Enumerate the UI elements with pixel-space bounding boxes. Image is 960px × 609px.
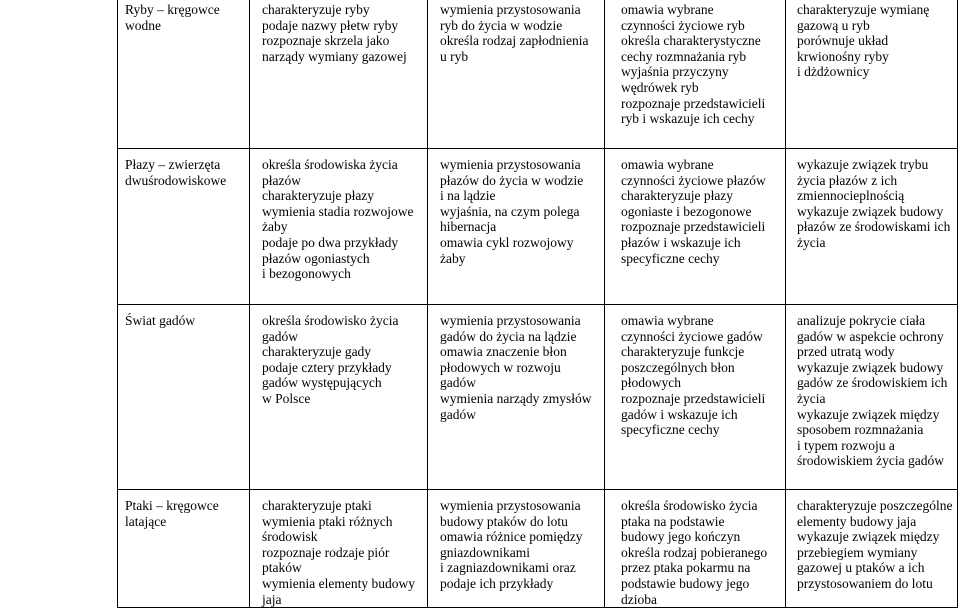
requirement-item: rozpoznaje rodzaje piór ptaków — [262, 544, 390, 576]
table-row — [118, 149, 959, 305]
topic-cell — [118, 0, 250, 149]
requirement-item: wymienia stadia rozwojowe żaby — [262, 203, 414, 235]
requirement-item: omawia wybrane czynności życiowe płazów — [621, 157, 766, 188]
requirements-cell — [250, 149, 428, 305]
requirement-item: wykazuje związek budowy gadów ze środowiskiem ich życia — [797, 359, 948, 406]
table-row — [118, 490, 959, 608]
requirements-cell — [250, 0, 428, 149]
table-row — [118, 305, 959, 490]
requirements-cell — [250, 490, 428, 608]
requirement-item: wymienia przystosowania budowy ptaków do lotu — [440, 498, 581, 529]
requirement-item: rozpoznaje skrzela jako narządy wymiany gazowej — [262, 33, 407, 64]
requirement-item: omawia cykl rozwojowy żaby — [440, 234, 574, 266]
requirement-item: rozpoznaje przedstawicieli gadów i wskazuje ich specyficzne cechy — [621, 390, 766, 438]
requirement-item: określa rodzaj pobieranego przez ptaka pokarmu na podstawie budowy jego dzioba — [621, 544, 768, 607]
requirement-item: podaje cztery przykłady gadów występujących w Polsce — [262, 359, 392, 406]
requirement-item: charakteryzuje gady — [262, 344, 372, 360]
requirement-item: omawia znaczenie błon płodowych w rozwoju gadów — [440, 344, 567, 391]
requirement-item: omawia wybrane czynności życiowe gadów — [621, 313, 763, 344]
requirement-item: określa środowisko życia ptaka na podstawie budowy jego kończyn — [621, 498, 758, 545]
topic-cell — [118, 149, 250, 305]
topic-cell — [118, 305, 250, 490]
requirement-item: charakteryzuje ryby — [262, 2, 370, 17]
topic-label: Płazy – zwierzęta dwuśrodowiskowe — [125, 157, 227, 188]
requirement-item: wymienia przystosowania gadów do życia na lądzie — [440, 313, 581, 344]
requirement-item: wykazuje związek budowy płazów ze środowiskami ich życia — [797, 203, 951, 250]
requirement-item: wymienia przystosowania ryb do życia w wodzie — [440, 2, 581, 33]
requirements-cell — [428, 305, 605, 490]
topic-label: Ryby – kręgowce wodne — [125, 2, 220, 33]
requirements-cell — [605, 490, 786, 608]
requirement-item: podaje po dwa przykłady płazów ogoniastych i bezogonowych — [262, 234, 399, 282]
requirement-item: wymienia elementy budowy jaja — [262, 575, 415, 607]
requirement-item: podaje nazwy płetw ryby — [262, 17, 399, 33]
requirement-item: omawia wybrane czynności życiowe ryb — [621, 2, 745, 33]
requirements-cell — [428, 490, 605, 608]
requirement-item: określa środowisko życia gadów — [262, 313, 399, 344]
requirements-cell — [786, 149, 958, 305]
requirements-cell — [786, 305, 958, 490]
requirement-item: charakteryzuje płazy ogoniaste i bezogonowe — [621, 188, 752, 219]
requirements-cell — [605, 149, 786, 305]
requirement-item: wykazuje związek między przebiegiem wymiany gazowej u ptaków a ich przystosowaniem do lotu — [797, 529, 940, 591]
requirement-item: wyjaśnia przyczyny wędrówek ryb — [621, 64, 729, 95]
requirement-item: wymienia ptaki różnych środowisk — [262, 513, 393, 545]
requirement-item: charakteryzuje ptaki — [262, 498, 372, 513]
topic-label: Ptaki – kręgowce latające — [125, 498, 219, 529]
requirements-cell — [605, 0, 786, 149]
requirement-item: analizuje pokrycie ciała gadów w aspekcie ochrony przed utratą wody — [797, 313, 944, 360]
requirements-cell — [605, 305, 786, 490]
requirements-table — [117, 0, 959, 608]
table-row — [118, 0, 959, 149]
requirement-item: charakteryzuje płazy — [262, 188, 375, 204]
topic-label: Świat gadów — [125, 313, 196, 328]
requirements-cell — [786, 0, 958, 149]
requirement-item: określa środowiska życia płazów — [262, 157, 398, 188]
requirement-item: rozpoznaje przedstawicieli ryb i wskazuje ich cechy — [621, 95, 766, 127]
requirement-item: charakteryzuje funkcje poszczególnych błon płodowych — [621, 344, 745, 391]
requirement-item: określa charakterystyczne cechy rozmnażania ryb — [621, 33, 761, 64]
requirement-item: charakteryzuje poszczególne elementy budowy jaja — [797, 498, 953, 529]
requirements-cell — [786, 490, 958, 608]
topic-cell — [118, 490, 250, 608]
requirement-item: porównuje układ krwionośny ryby i dżdżownicy — [797, 33, 889, 80]
requirement-item: rozpoznaje przedstawicieli płazów i wskazuje ich specyficzne cechy — [621, 219, 766, 266]
requirements-cell — [428, 0, 605, 149]
requirement-item: charakteryzuje wymianę gazową u ryb — [797, 2, 930, 33]
requirement-item: wykazuje związek między sposobem rozmnażania i typem rozwoju a środowiskiem życia gadów — [797, 406, 944, 469]
requirement-item: wymienia przystosowania płazów do życia w wodzie i na lądzie — [440, 157, 584, 204]
requirement-item: omawia różnice pomiędzy gniazdownikami i zagniazdownikami oraz podaje ich przykłady — [440, 529, 583, 591]
requirement-item: wyjaśnia, na czym polega hibernacja — [440, 203, 580, 235]
requirements-cell — [250, 305, 428, 490]
requirements-cell — [428, 149, 605, 305]
requirement-item: określa rodzaj zapłodnienia u ryb — [440, 33, 589, 64]
requirement-item: wymienia narządy zmysłów gadów — [440, 390, 592, 422]
requirement-item: wykazuje związek trybu życia płazów z ich zmiennocieplnością — [797, 157, 929, 204]
